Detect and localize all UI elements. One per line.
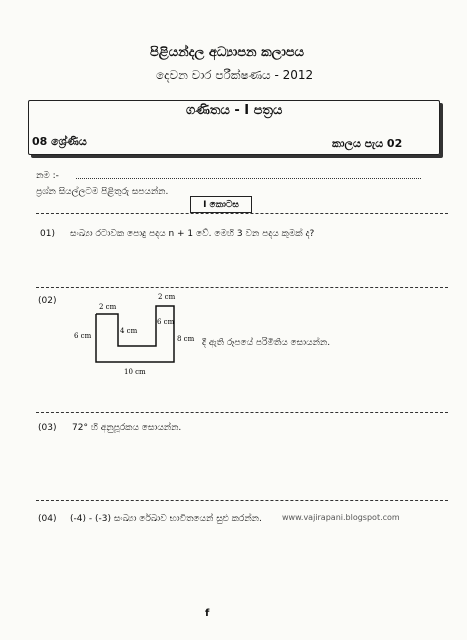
divider — [36, 500, 448, 501]
question-text: 72° හි අනුපූරකය සොයන්න. — [72, 423, 182, 433]
divider — [36, 213, 448, 214]
question-text: සංඛ්‍යා රටාවක පොදු පදය n + 1 වේ. මෙහි 3 වන පදය කුමක් ද? — [70, 229, 315, 239]
label-left: 6 cm — [74, 332, 92, 340]
divider — [36, 412, 448, 413]
name-label: නම :- — [36, 171, 59, 181]
subject-title: ගණිතය - I පත්‍රය — [186, 103, 283, 118]
label-top-left: 2 cm — [99, 303, 117, 311]
question-text: දී ඇති රූපයේ පරිමිතිය සොයන්න. — [202, 338, 331, 348]
label-inner-right: 6 cm — [157, 318, 175, 326]
time-label: කාලය පැය 02 — [332, 137, 403, 150]
question-text: (-4) - (-3) සංඛ්‍යා රේඛාව භාවිතයෙන් සුළු කරන්න. — [70, 514, 262, 524]
question-number: (03) — [38, 423, 57, 433]
label-top-right: 2 cm — [158, 293, 176, 301]
instruction-text: ප්‍රශ්න සියල්ලටම පිළිතුරු සපයන්න. — [36, 187, 169, 197]
perimeter-figure — [70, 286, 200, 381]
school-name: පිළියන්දල අධ්‍යාපන කලාපය — [150, 45, 305, 60]
exam-title: දෙවන වාර පරීක්ෂණය - 2012 — [156, 68, 314, 82]
grade-label: 08 ශ්‍රේණිය — [32, 135, 87, 148]
label-bottom: 10 cm — [124, 368, 146, 376]
watermark: www.vajirapani.blogspot.com — [282, 513, 400, 522]
part-label: I කොටස — [190, 196, 252, 213]
question-number: 01) — [40, 229, 55, 239]
question-number: (02) — [38, 296, 57, 306]
label-right: 8 cm — [177, 335, 195, 343]
name-field-line[interactable] — [76, 178, 421, 179]
question-number: (04) — [38, 514, 57, 524]
label-inner-left: 4 cm — [120, 327, 138, 335]
page-mark: f — [205, 608, 210, 619]
